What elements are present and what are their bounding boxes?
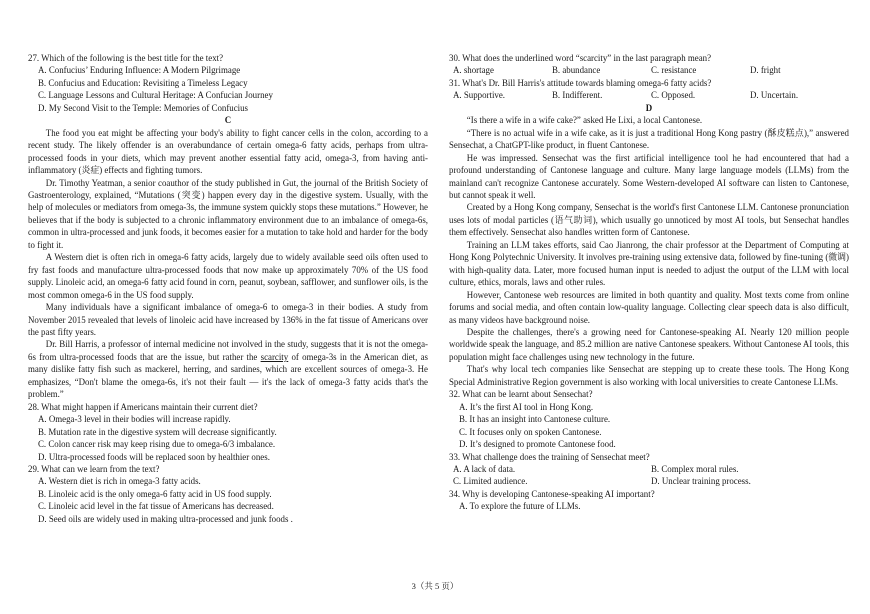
q33-option-c: C. Limited audience.	[453, 476, 528, 487]
passage-d-paragraph-4: Created by a Hong Kong company, Sensechat is the world's first Cantonese LLM. Cantonese pronunciation uses lots of modal particles (语气助词), which usually go unnoticed by most AI tools, but Sensechat handles them effectively. Sensechat also handles written form of Cantonese.	[449, 202, 849, 238]
passage-c-label: C	[224, 115, 232, 126]
q29-option-c: C. Linoleic acid level in the fat tissue of Americans has decreased.	[38, 501, 274, 512]
q27-option-b: B. Confucius and Education: Revisiting a Timeless Legacy	[38, 77, 248, 88]
q30-option-a: A. shortage	[453, 65, 494, 76]
q28-option-a: A. Omega-3 level in their bodies will increase rapidly.	[38, 414, 231, 425]
q29-option-a: A. Western diet is rich in omega-3 fatty acids.	[38, 476, 201, 487]
q31-option-d: D. Uncertain.	[750, 90, 799, 101]
q32-option-b: B. It has an insight into Cantonese culture.	[459, 414, 611, 425]
passage-c-paragraph-1: The food you eat might be affecting your body's ability to fight cancer cells in the colon, according to a recent study. The likely offender is an overabundance of certain omega-6 fatty acids, perhaps from ultra-processed foods in your diets, which may prevent another essential fatty acid, omega-3, from having anti-inflammatory (炎症) effects and fighting tumors.	[28, 127, 428, 176]
passage-d-paragraph-1: “Is there a wife in a wife cake?” asked He Lixi, a local Cantonese.	[466, 115, 703, 126]
passage-c-paragraph-4: Many individuals have a significant imbalance of omega-6 to omega-3 in their bodies. A study from November 2015 revealed that levels of linoleic acid have increased by 136% in the fat tissue of Americans over the past fifty years.	[28, 302, 428, 337]
q30-options	[449, 64, 849, 76]
q30-stem: 30. What does the underlined word “scarcity” in the last paragraph mean?	[449, 53, 712, 63]
q27-option-a: A. Confucius’ Enduring Influence: A Modern Pilgrimage	[38, 65, 241, 76]
q33-options-row-1	[449, 463, 849, 475]
right-column	[449, 52, 849, 513]
passage-c-paragraph-5	[28, 338, 428, 400]
page-footer: 3（共 5 页）	[411, 581, 459, 591]
passage-d-paragraph-3: He was impressed. Sensechat was the first artificial intelligence tool he had encountered that had a profound understanding of Cantonese language and culture. Many large language models (LLMs) from the mainland can't recognize Cantonese accurately. Some Western-developed AI software can listen to Cantonese, but cannot speak it well.	[449, 152, 849, 200]
q32-stem: 32. What can be learnt about Sensechat?	[449, 389, 593, 400]
passage-c-paragraph-5-after: of omega-3s in the American diet, as many dislike fatty fish such as mackerel, herring, and sardines, which are excellent sources of omega-3. He emphasizes, “Don't blame the omega-6s, it's not their fault — it's the lack of omega-3 fatty acids that's the problem.”	[28, 351, 428, 400]
passage-c-paragraph-5-before: Dr. Bill Harris, a professor of internal medicine not involved in the study, suggests that it is not the omega-6s from ultra-processed foods that are the issue, but rather the	[28, 339, 428, 362]
q27-option-d: D. My Second Visit to the Temple: Memories of Confucius	[38, 102, 249, 113]
q29-option-b: B. Linoleic acid is the only omega-6 fatty acid in US food supply.	[38, 488, 272, 499]
q31-option-b: B. Indifferent.	[552, 90, 603, 101]
q32-option-d: D. It’s designed to promote Cantonese food.	[459, 439, 616, 450]
q32-option-c: C. It focuses only on spoken Cantonese.	[459, 426, 602, 437]
q34-stem: 34. Why is developing Cantonese-speaking AI important?	[449, 488, 655, 499]
q31-stem: 31. What's Dr. Bill Harris's attitude towards blaming omega-6 fatty acids?	[449, 77, 712, 88]
q33-option-d: D. Unclear training process.	[651, 476, 751, 487]
q33-option-b: B. Complex moral rules.	[651, 463, 739, 474]
q31-option-c: C. Opposed.	[651, 90, 696, 101]
passage-d-paragraph-8: That's why local tech companies like Sensechat are stepping up to create these tools. The Hong Kong Special Administrative Region government is also working with local universities to create Cantonese LLMs.	[449, 364, 849, 387]
passage-d-paragraph-6: However, Cantonese web resources are limited in both quantity and quality. Most texts come from online forums and social media, and often contain low-quality language. Collecting clear speech data is also difficult, as many videos have background noise.	[449, 289, 849, 325]
q28-stem: 28. What might happen if Americans maintain their current diet?	[28, 401, 258, 412]
q33-option-a: A. A lack of data.	[453, 463, 516, 474]
passage-d-paragraph-2: “There is no actual wife in a wife cake, as it is just a traditional Hong Kong pastry (酥皮糕点),” answered Sensechat, a ChatGPT-like product, in fluent Cantonese.	[449, 127, 849, 151]
passage-d-paragraph-5: Training an LLM takes efforts, said Cao Jianrong, the chair professor at the Department of Computing at Hong Kong Polytechnic University. It involves pre-training using extensive data, followed by fine-tuning (微调) with high-quality data. Later, more focused human input is needed to adjust the output of the LLM with local culture, ethics, morals, laws and other rules.	[449, 239, 849, 288]
passage-c-paragraph-2: Dr. Timothy Yeatman, a senior coauthor of the study published in Gut, the journal of the British Society of Gastroenterology, explained, “Mutations (突变) happen every day in the digestive system. Usually, with the help of molecules or mediators from omega-3s, the immune system quickly stops these mutations.” However, he believes that if the body is subjected to a chronic inflammatory environment due to an imbalance of omega-6s, common in ultra-processed and junk foods, it becomes easier for a mutation to take hold and harder for the body to fight it.	[28, 177, 428, 250]
q28-option-d: D. Ultra-processed foods will be replaced soon by healthier ones.	[38, 451, 270, 462]
q33-options-row-2	[449, 475, 849, 487]
q31-option-a: A. Supportive.	[453, 90, 506, 101]
passage-d-label: D	[645, 102, 653, 113]
passage-c-paragraph-3: A Western diet is often rich in omega-6 fatty acids, largely due to widely available seed oils often used to fry fast foods and manufacture ultra-processed foods that now make up approximately 70% of the US food supply. Linoleic acid, an omega-6 fatty acid found in corn, peanut, soybean, safflower, and sunflower oils, is the most common omega-6 in the US food supply.	[28, 252, 428, 300]
left-column	[28, 52, 428, 525]
q28-option-b: B. Mutation rate in the digestive system will decrease significantly.	[38, 426, 277, 437]
q34-option-a: A. To explore the future of LLMs.	[459, 501, 581, 512]
q27-stem: 27. Which of the following is the best title for the text?	[28, 53, 224, 63]
passage-d-paragraph-7: Despite the challenges, there's a growing need for Cantonese-speaking AI. Nearly 120 million people worldwide speak the language, and 85.2 million are native Cantonese speakers. Without Cantonese AI tools, this population might face challenges using new technology in the future.	[449, 326, 849, 362]
q31-options	[449, 89, 849, 101]
q32-option-a: A. It’s the first AI tool in Hong Kong.	[459, 401, 594, 412]
q30-option-d: D. fright	[750, 65, 781, 76]
q30-option-c: C. resistance	[651, 65, 697, 76]
q29-stem: 29. What can we learn from the text?	[28, 463, 160, 474]
q27-option-c: C. Language Lessons and Cultural Heritage: A Confucian Journey	[38, 90, 273, 101]
underlined-word-scarcity: scarcity	[260, 351, 289, 362]
q30-option-b: B. abundance	[552, 65, 601, 76]
q33-stem: 33. What challenge does the training of Sensechat meet?	[449, 451, 650, 462]
q29-option-d: D. Seed oils are widely used in making ultra-processed and junk foods .	[38, 513, 293, 524]
q28-option-c: C. Colon cancer risk may keep rising due to omega-6/3 imbalance.	[38, 439, 276, 450]
